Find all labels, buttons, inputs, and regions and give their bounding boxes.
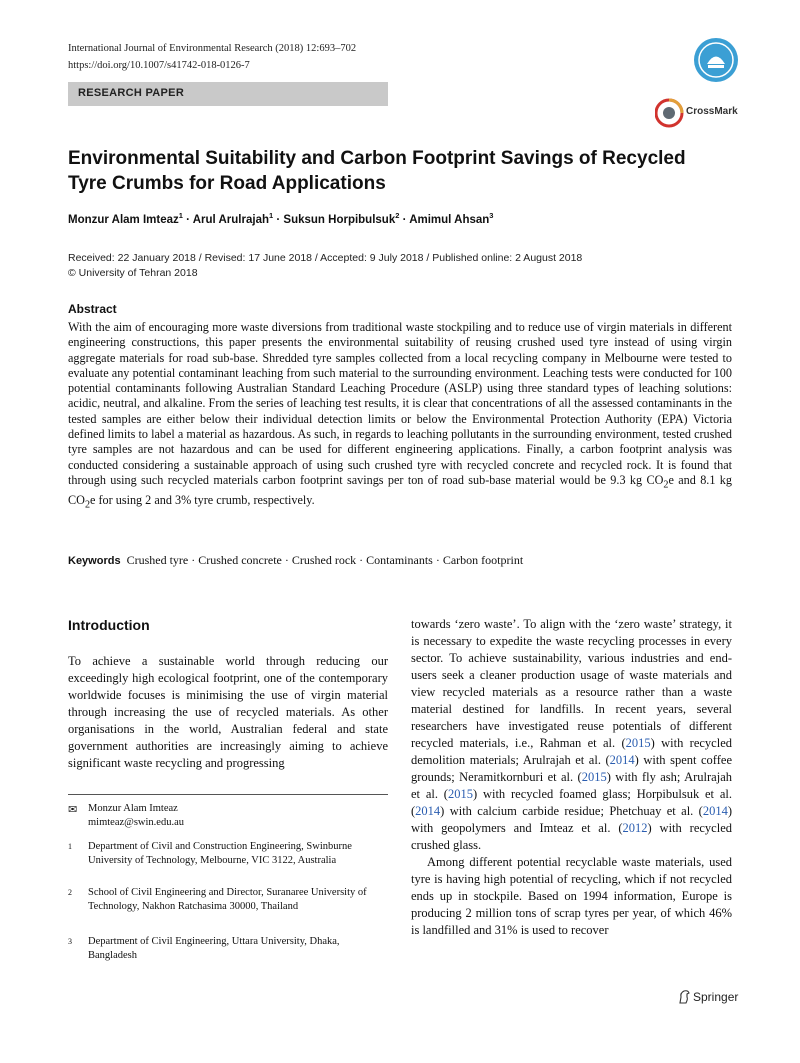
- introduction-right-column: [411, 616, 732, 939]
- author-name[interactable]: Monzur Alam Imteaz: [68, 213, 179, 226]
- paragraph-text: ) with calcium carbide residue; Phetchuay et al. (: [440, 804, 703, 818]
- corresponding-author-name: Monzur Alam Imteaz: [88, 803, 178, 814]
- paragraph-text: ) with recycled crushed glass.: [411, 821, 732, 852]
- abstract-text: [68, 320, 732, 512]
- crossmark-label[interactable]: CrossMark: [686, 106, 738, 117]
- paper-type-label: RESEARCH PAPER: [78, 87, 185, 99]
- author-affiliation-mark: 3: [489, 211, 494, 220]
- paragraph-text: ) with geopolymers and Imteaz et al. (: [411, 804, 732, 835]
- citation-link[interactable]: 2014: [415, 804, 441, 818]
- author-list: [68, 211, 493, 226]
- author-affiliation-mark: 1: [269, 211, 274, 220]
- author-name[interactable]: Arul Arulrajah: [192, 213, 269, 226]
- subscript: 2: [84, 499, 91, 511]
- introduction-left-paragraph: To achieve a sustainable world through reducing our exceedingly high ecological footprint, one of the contemporary worldwide focuses is minimising the use of virgin material through increasing the use of recycled materials. As other organisations in the world, Australian federal and state government authorities are increasingly aiming to achieve significant waste recycling and progressing: [68, 654, 388, 770]
- author-separator: ·: [182, 213, 193, 226]
- affiliation-number: 2: [68, 888, 72, 897]
- paper-title: Environmental Suitability and Carbon Footprint Savings of Recycled Tyre Crumbs for Road Applications: [68, 148, 686, 194]
- paragraph-text: towards ‘zero waste’. To align with the ‘zero waste’ strategy, it is necessary to expedite the waste recycling processes in every sector. To achieve sustainability, various industries and end-users seek a cleaner production usage of waste materials and view recycled materials as a resource rather than a waste material destined for landfills. In recent years, several researchers have investigated reuse potentials of different recycled materials, i.e., Rahman et al. (: [411, 617, 732, 750]
- author-affiliation-mark: 2: [395, 211, 400, 220]
- citation-link[interactable]: 2014: [609, 753, 635, 767]
- paragraph-text: ) with spent coffee grounds; Neramitkornburi et al. (: [411, 753, 732, 784]
- paragraph-text: ) with recycled foamed glass; Horpibulsuk et al. (: [411, 787, 732, 818]
- corresponding-author-email[interactable]: mimteaz@swin.edu.au: [88, 817, 184, 828]
- citation-link[interactable]: 2012: [622, 821, 648, 835]
- author-separator: ·: [273, 213, 284, 226]
- affiliation-text: School of Civil Engineering and Director, Suranaree University of Technology, Nakhon Ratchasima 30000, Thailand: [88, 887, 367, 912]
- citation-link[interactable]: 2015: [581, 770, 607, 784]
- citation-link[interactable]: 2015: [447, 787, 473, 801]
- abstract-text-main: With the aim of encouraging more waste diversions from traditional waste stockpiling and to reduce use of virgin materials in different engineering constructions, this paper presents the environmental suitability of reusing crushed used tyre instead of using virgin aggregate materials for road sub-base. Shredded tyre samples collected from a local recycling company in Melbourne were tested to evaluate any potential contaminant leaching from such material to the surrounding environment. Leaching tests were conducted for 100 potential contaminants following Australian Standard Leaching Procedure (ASLP) using three standard types of leaching solutions: acidic, neutral, and alkaline. From the series of leaching test results, it is clear that concentrations of all the assessed contaminants in the tested samples are either below their individual detection limits or below the Environmental Protection Authority (EPA) Victoria defined limits to label a material as hazardous. As such, in regards to leaching pollutants in the surrounding environment, tested crushed tyre samples are not hazardous and can be used for different engineering applications. Finally, a carbon footprint analysis was conducted considering a sustainable approach of using such crushed tyre with recycled concrete and recycled rock. It is found that through using such recycled materials carbon footprint savings per ton of road sub-base material would be 9.3 kg CO: [68, 320, 732, 487]
- springer-horse-icon: [676, 989, 692, 1005]
- affiliation-number: 3: [68, 937, 72, 946]
- university-logo-icon: [693, 37, 739, 83]
- keywords-text: Crushed tyre · Crushed concrete · Crushed rock · Contaminants · Carbon footprint: [126, 553, 524, 567]
- author-name[interactable]: Amimul Ahsan: [409, 213, 490, 226]
- abstract-text-middle: e and 8.1 kg CO: [68, 472, 732, 507]
- keywords: [68, 553, 523, 568]
- corresponding-author: [88, 802, 378, 830]
- author-name[interactable]: Suksun Horpibulsuk: [283, 213, 396, 226]
- publication-dates: Received: 22 January 2018 / Revised: 17 June 2018 / Accepted: 9 July 2018 / Published online: 2 August 2018: [68, 252, 583, 264]
- paragraph-text: ) with recycled demolition materials; Arulrajah et al. (: [411, 736, 732, 767]
- journal-citation: International Journal of Environmental Research (2018) 12:693–702: [68, 43, 357, 54]
- affiliation-text: Department of Civil and Construction Engineering, Swinburne University of Technology, Melbourne, VIC 3122, Australia: [88, 841, 352, 866]
- citation-link[interactable]: 2015: [625, 736, 651, 750]
- envelope-icon: ✉: [68, 804, 78, 816]
- paragraph-text: ) with fly ash; Arulrajah et al. (: [411, 770, 732, 801]
- keywords-label: Keywords: [68, 555, 121, 567]
- copyright-notice: © University of Tehran 2018: [68, 267, 198, 279]
- subscript: 2: [663, 479, 669, 491]
- author-separator: ·: [399, 213, 410, 226]
- abstract-text-end: e for using 2 and 3% tyre crumb, respectively.: [90, 492, 315, 507]
- affiliation-number: 1: [68, 842, 72, 851]
- abstract-heading: Abstract: [68, 302, 117, 316]
- introduction-paragraph: Among different potential recyclable waste materials, used tyre is having high potential of recycling, which if not recycled ends up in stockpile. Based on 1994 information, Europe is producing 2 million tons of scrap tyres per year, of which 46% is landfilled and 31% is used to recover: [411, 855, 732, 937]
- introduction-heading: Introduction: [68, 617, 150, 633]
- footnote-divider: [68, 794, 388, 795]
- introduction-paragraph: [411, 616, 732, 854]
- doi-link[interactable]: https://doi.org/10.1007/s41742-018-0126-7: [68, 60, 250, 71]
- citation-link[interactable]: 2014: [702, 804, 728, 818]
- affiliation-text: Department of Civil Engineering, Uttara University, Dhaka, Bangladesh: [88, 936, 340, 961]
- publisher-name: Springer: [693, 990, 739, 1004]
- author-affiliation-mark: 1: [178, 211, 183, 220]
